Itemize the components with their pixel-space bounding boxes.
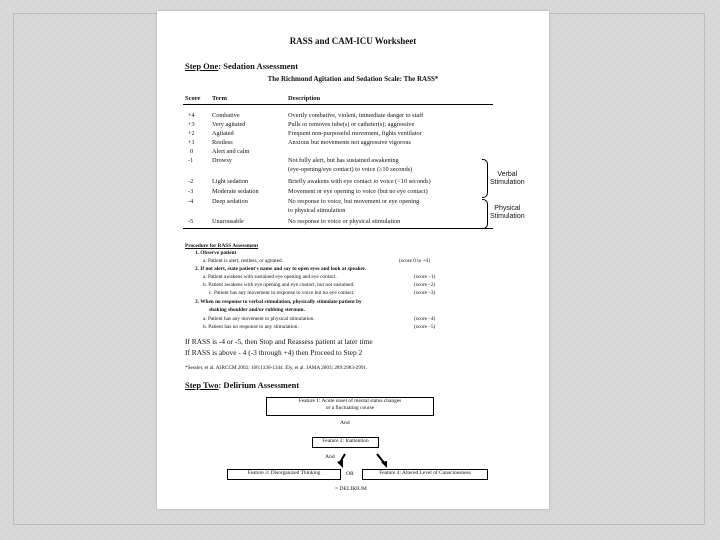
row-score: +4 bbox=[188, 112, 195, 119]
feature-1-line2: or a fluctuating course bbox=[325, 405, 375, 411]
header-score: Score bbox=[185, 95, 201, 102]
row-score: +3 bbox=[188, 121, 195, 128]
header-term: Term bbox=[212, 95, 227, 102]
header-description: Description bbox=[288, 95, 321, 102]
verbal-label-line2: Stimulation bbox=[490, 179, 525, 186]
physical-label-line1: Physical bbox=[494, 205, 521, 212]
procedure-line: b. Patient awakens with eye opening and eye contact, but not sustained. bbox=[203, 282, 355, 288]
rule-stop-reassess: If RASS is -4 or -5, then Stop and Reassess patient at later time bbox=[185, 337, 373, 346]
row-description: Frequent non-purposeful movement, fights ventilator bbox=[288, 130, 422, 137]
physical-stimulation-label bbox=[490, 205, 525, 221]
row-term: Very agitated bbox=[212, 121, 246, 128]
row-term: Light sedation bbox=[212, 178, 249, 185]
arrow-right-head bbox=[381, 461, 387, 468]
row-description-cont: (eye-opening/eye contact) to voice (≥10 seconds) bbox=[288, 166, 413, 173]
row-term: Combative bbox=[212, 112, 240, 119]
and-connector-2: And bbox=[325, 454, 335, 460]
procedure-score: (score –2) bbox=[414, 282, 436, 288]
procedure-line: 3. When no response to verbal stimulation, physically stimulate patient by bbox=[195, 299, 362, 305]
procedure-heading: Procedure for RASS Assessment bbox=[185, 243, 259, 249]
row-score: -3 bbox=[188, 188, 194, 195]
feature-1-line1: Feature 1: Acute onset of mental status changes bbox=[298, 398, 402, 404]
row-description: Overtly combative, violent, immediate danger to staff bbox=[288, 112, 424, 119]
procedure-score: (score 0 to +4) bbox=[399, 258, 431, 264]
row-description: Not fully alert, but has sustained awakening bbox=[288, 157, 399, 164]
feature-1-box bbox=[266, 397, 434, 416]
delirium-result: = DELIRIUM bbox=[335, 486, 367, 492]
step-one-title: : Sedation Assessment bbox=[218, 61, 299, 71]
step-two-title: : Delirium Assessment bbox=[218, 380, 300, 390]
or-connector: OR bbox=[346, 471, 354, 477]
procedure-line: a. Patient is alert, restless, or agitated. bbox=[203, 258, 284, 264]
step-two-heading bbox=[185, 380, 299, 390]
row-term: Moderate sedation bbox=[212, 188, 259, 195]
verbal-label-line1: Verbal bbox=[497, 171, 518, 178]
row-description: Anxious but movements not aggressive vigorous bbox=[288, 139, 411, 146]
row-score: 0 bbox=[190, 148, 194, 155]
procedure-line: a. Patient has any movement to physical stimulation. bbox=[203, 316, 315, 322]
row-term: Drowsy bbox=[212, 157, 232, 164]
split-arrows bbox=[337, 452, 397, 470]
row-description: Movement or eye opening to voice (but no eye contact) bbox=[288, 188, 428, 195]
citation: *Sessler, et al. AJRCCM 2002; 166:1338-1344. Ely, et al. JAMA 2003; 289:2983-2991. bbox=[185, 365, 368, 371]
row-description-cont: to physical stimulation bbox=[288, 207, 346, 214]
arrow-left-head bbox=[337, 460, 343, 468]
row-score: +2 bbox=[188, 130, 195, 137]
procedure-score: (score –5) bbox=[414, 324, 436, 330]
row-description: No response to voice, but movement or eye opening bbox=[288, 198, 420, 205]
table-rule-bottom bbox=[183, 228, 493, 229]
procedure-score: (score –4) bbox=[414, 316, 436, 322]
physical-label-line2: Stimulation bbox=[490, 213, 525, 220]
row-score: -4 bbox=[188, 198, 194, 205]
feature-4-box: Feature 4: Altered Level of Consciousness bbox=[362, 469, 488, 480]
procedure-line: 2. If not alert, state patient's name and say to open eyes and look at speaker. bbox=[195, 266, 367, 272]
procedure-score: (score –3) bbox=[414, 290, 436, 296]
rass-title: The Richmond Agitation and Sedation Scale: The RASS* bbox=[267, 75, 439, 83]
row-description: No response to voice or physical stimulation bbox=[288, 218, 401, 225]
verbal-stimulation-label bbox=[490, 171, 525, 187]
row-term: Deep sedation bbox=[212, 198, 248, 205]
step-one-label: Step One bbox=[185, 61, 219, 71]
worksheet-title: RASS and CAM-ICU Worksheet bbox=[289, 36, 417, 46]
procedure-line: c. Patient has any movement in response to voice but no eye contact. bbox=[209, 290, 355, 296]
procedure-line: b. Patient has no response to any stimulation. bbox=[203, 324, 299, 330]
procedure-line: 1. Observe patient bbox=[195, 250, 237, 256]
verbal-bracket bbox=[482, 159, 488, 198]
row-term: Restless bbox=[212, 139, 233, 146]
row-score: -2 bbox=[188, 178, 194, 185]
row-score: +1 bbox=[188, 139, 195, 146]
table-rule-top bbox=[183, 104, 493, 105]
procedure-line: shaking shoulder and/or rubbing sternum. bbox=[209, 307, 305, 313]
row-score: -1 bbox=[188, 157, 194, 164]
row-description: Pulls or removes tube(s) or catheter(s); aggressive bbox=[288, 121, 415, 128]
feature-2-box: Feature 2: Inattention bbox=[312, 437, 379, 448]
procedure-line: a. Patient awakens with sustained eye opening and eye contact. bbox=[203, 274, 337, 280]
row-term: Unarousable bbox=[212, 218, 244, 225]
physical-bracket bbox=[482, 199, 488, 229]
step-two-label: Step Two bbox=[185, 380, 219, 390]
row-description: Briefly awakens with eye contact to voice (<10 seconds) bbox=[288, 178, 431, 185]
row-term: Alert and calm bbox=[212, 148, 250, 155]
row-term: Agitated bbox=[212, 130, 234, 137]
step-one-heading bbox=[185, 61, 298, 71]
procedure-score: (score –1) bbox=[414, 274, 436, 280]
and-connector-1: And bbox=[340, 420, 350, 426]
row-score: -5 bbox=[188, 218, 194, 225]
worksheet-page bbox=[157, 11, 549, 509]
rule-proceed: If RASS is above - 4 (-3 through +4) then Proceed to Step 2 bbox=[185, 348, 363, 357]
feature-3-box: Feature 3: Disorganized Thinking bbox=[227, 469, 341, 480]
